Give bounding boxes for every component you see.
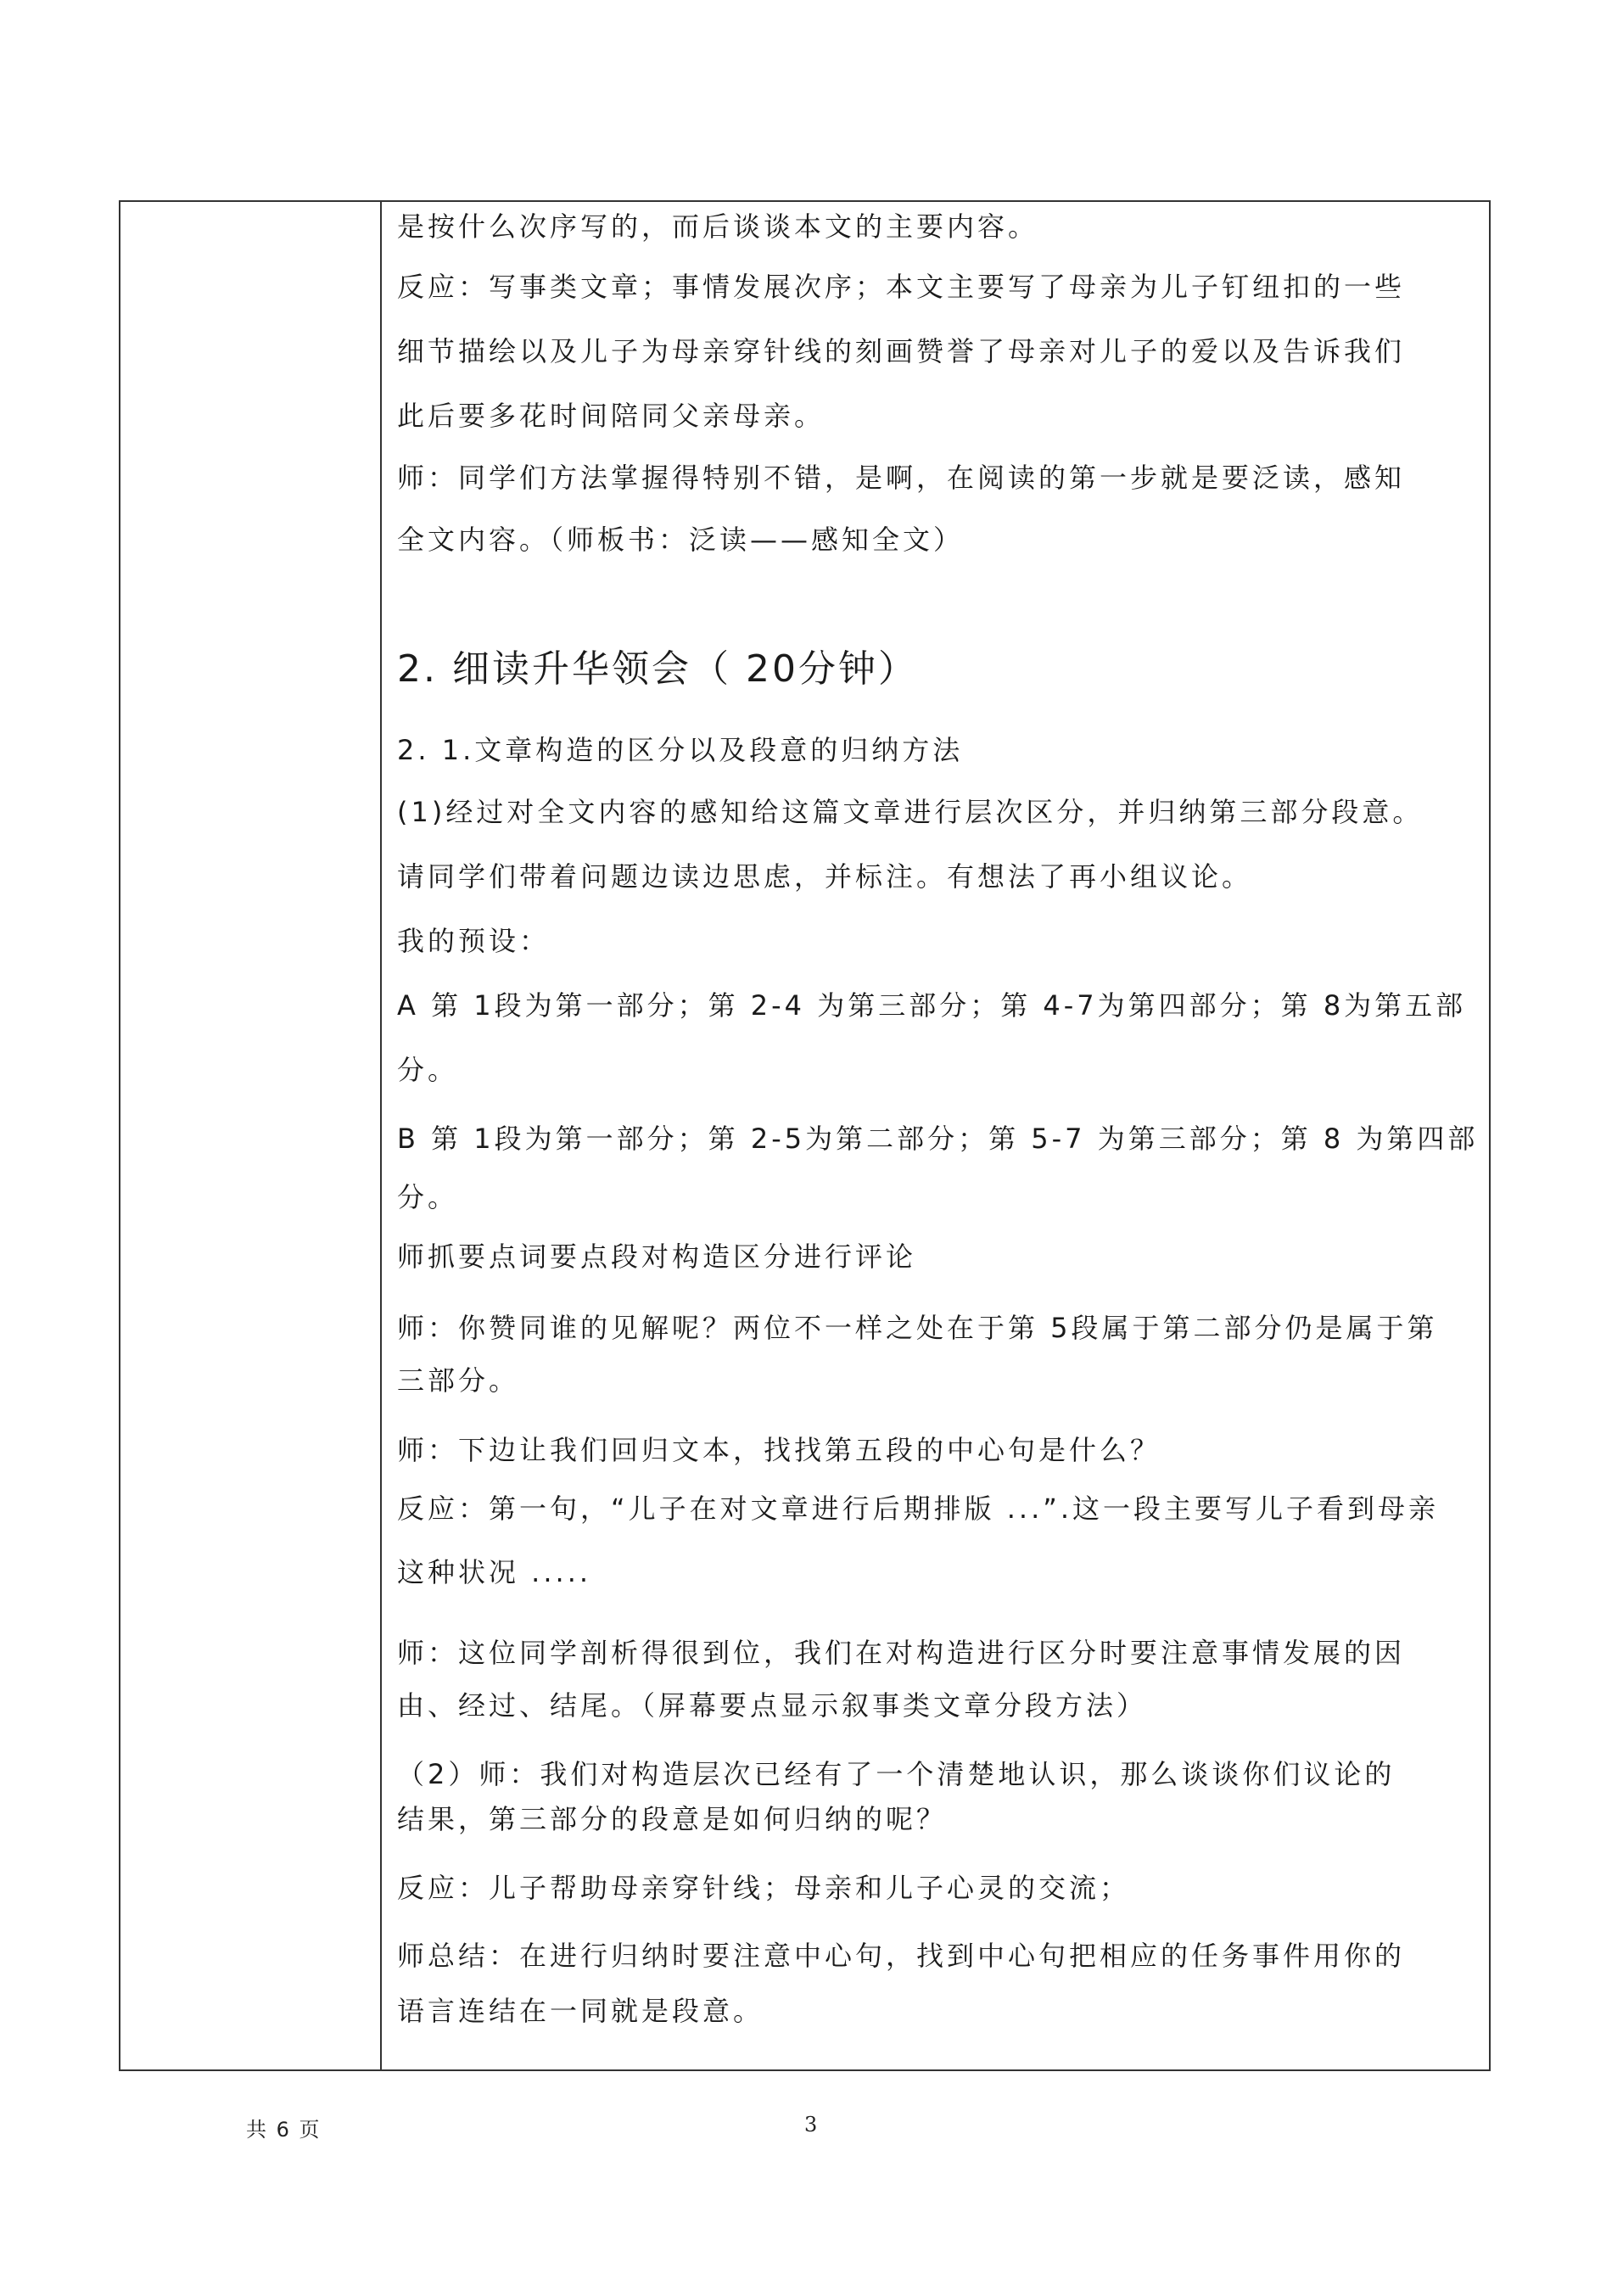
text-line: 是按什么次序写的，而后谈谈本文的主要内容。 [397, 210, 1039, 243]
text-line: 细节描绘以及儿子为母亲穿针线的刻画赞誉了母亲对儿子的爱以及告诉我们 [397, 335, 1406, 367]
text-line: 反应：第一句，“儿子在对文章进行后期排版 ...”.这一段主要写儿子看到母亲 [397, 1492, 1440, 1525]
text-line: 师：这位同学剖析得很到位，我们在对构造进行区分时要注意事情发展的因 [397, 1637, 1406, 1669]
text-line: 这种状况 ..... [397, 1556, 592, 1588]
text-line: 分。 [397, 1181, 459, 1213]
text-line: 请同学们带着问题边读边思虑，并标注。有想法了再小组议论。 [397, 860, 1253, 893]
text-line: 师总结：在进行归纳时要注意中心句，找到中心句把相应的任务事件用你的 [397, 1940, 1406, 1972]
text-line: 师：你赞同谁的见解呢？两位不一样之处在于第 5段属于第二部分仍是属于第 [397, 1312, 1438, 1344]
text-line: 语言连结在一同就是段意。 [397, 1995, 764, 2027]
option-b-line: B 第 1段为第一部分；第 2-5为第二部分；第 5-7 为第三部分；第 8 为第四部 [397, 1123, 1479, 1155]
text-line: 师抓要点词要点段对构造区分进行评论 [397, 1240, 917, 1273]
option-a-line: A 第 1段为第一部分；第 2-4 为第三部分；第 4-7为第四部分；第 8为第五部 [397, 989, 1467, 1022]
text-line: 分。 [397, 1054, 459, 1086]
text-line: （2）师：我们对构造层次已经有了一个清楚地认识，那么谈谈你们议论的 [397, 1758, 1396, 1790]
subsection-heading: 2. 1.文章构造的区分以及段意的归纳方法 [397, 734, 964, 766]
text-line: 此后要多花时间陪同父亲母亲。 [397, 400, 825, 432]
text-line: (1)经过对全文内容的感知给这篇文章进行层次区分，并归纳第三部分段意。 [397, 796, 1424, 828]
text-line: 反应：儿子帮助母亲穿针线；母亲和儿子心灵的交流； [397, 1872, 1131, 1904]
text-line: 反应：写事类文章；事情发展次序；本文主要写了母亲为儿子钉纽扣的一些 [397, 271, 1406, 303]
text-line: 师：下边让我们回归文本，找找第五段的中心句是什么？ [397, 1434, 1161, 1466]
footer-total-pages: 共 6 页 [246, 2118, 322, 2142]
text-line: 由、经过、结尾。（屏幕要点显示叙事类文章分段方法） [397, 1689, 1148, 1722]
text-line: 我的预设： [397, 925, 551, 957]
footer-page-number: 3 [804, 2113, 818, 2136]
text-line: 三部分。 [397, 1364, 520, 1397]
table-left-column [120, 202, 382, 2069]
text-line: 结果，第三部分的段意是如何归纳的呢？ [397, 1803, 948, 1835]
section-heading: 2. 细读升华领会（ 20分钟） [397, 647, 918, 691]
text-line: 全文内容。（师板书：泛读——感知全文） [397, 524, 965, 556]
text-line: 师：同学们方法掌握得特别不错，是啊，在阅读的第一步就是要泛读，感知 [397, 462, 1406, 494]
